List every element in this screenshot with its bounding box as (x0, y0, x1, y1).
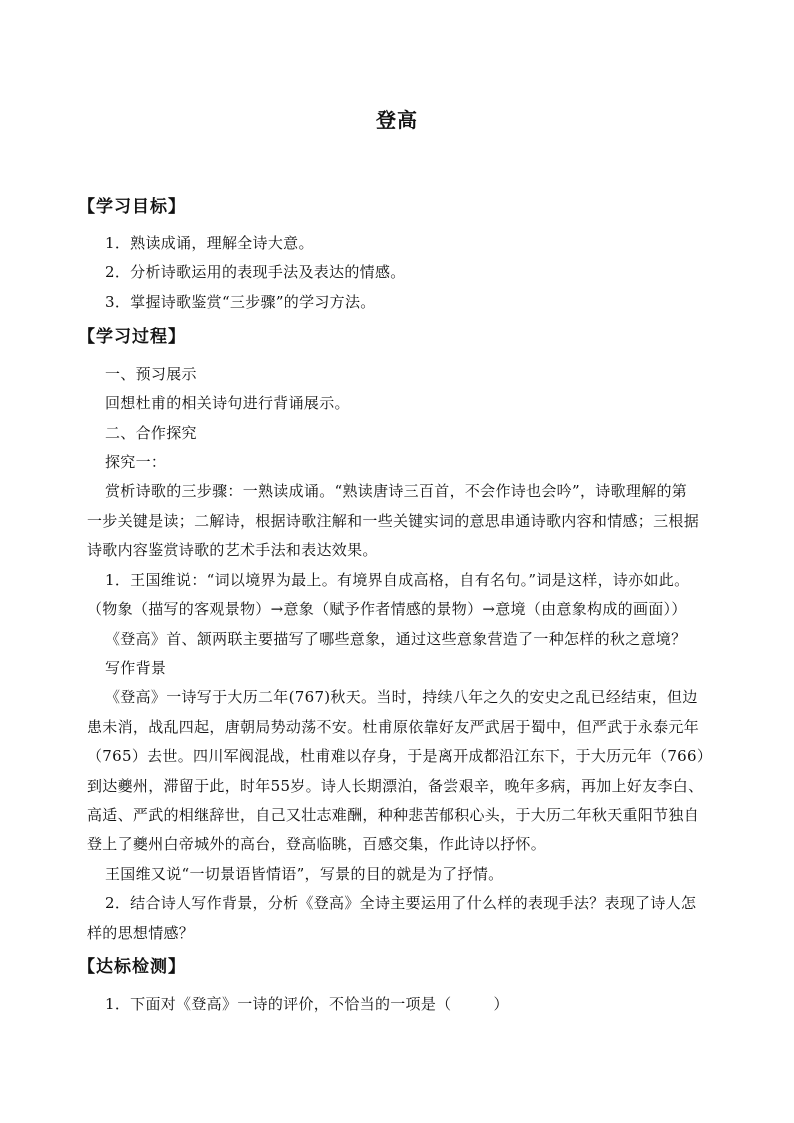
goal-item: 2．分析诗歌运用的表现手法及表达的情感。 (105, 263, 406, 281)
preview-heading: 一、预习展示 (105, 365, 197, 383)
steps-paragraph-line: 赏析诗歌的三步骤：一熟读成诵。“熟读唐诗三百首，不会作诗也会吟”，诗歌理解的第 (105, 482, 688, 500)
background-heading: 写作背景 (105, 659, 167, 677)
coop-heading: 二、合作探究 (105, 424, 197, 442)
background-paragraph-line: 患未消，战乱四起，唐朝局势动荡不安。杜甫原依靠好友严武居于蜀中，但严武于永泰元年 (87, 718, 700, 736)
background-paragraph-line: 高适、严武的相继辞世，自己又壮志难酬，种种悲苦郁积心头，于大历二年秋天重阳节独自 (87, 806, 700, 824)
section-heading-goals: 【学习目标】 (78, 197, 186, 217)
test-question-1-close: ） (493, 995, 509, 1013)
goal-item: 3．掌握诗歌鉴赏“三步骤”的学习方法。 (105, 293, 376, 311)
steps-paragraph-line: 一步关键是读；二解诗，根据诗歌注解和一些关键实词的意思串通诗歌内容和情感；三根据 (87, 512, 700, 530)
question-2-line: 样的思想情感？ (87, 924, 195, 942)
question-1-line: 1．王国维说：“词以境界为最上。有境界自成高格，自有名句。”词是这样，诗亦如此。 (105, 571, 690, 589)
background-paragraph-line: 到达夔州，滞留于此，时年55岁。诗人长期漂泊，备尝艰辛，晚年多病，再加上好友李白、 (87, 777, 704, 795)
section-heading-test: 【达标检测】 (78, 957, 186, 977)
steps-paragraph-line: 诗歌内容鉴赏诗歌的艺术手法和表达效果。 (87, 541, 378, 559)
wang-quote: 王国维又说“一切景语皆情语”，写景的目的就是为了抒情。 (105, 865, 504, 883)
preview-text: 回想杜甫的相关诗句进行背诵展示。 (105, 394, 350, 412)
background-paragraph-line: 《登高》一诗写于大历二年(767)秋天。当时，持续八年之久的安史之乱已经结束，但边 (105, 688, 698, 706)
test-question-1 (105, 994, 509, 1014)
question-1-subquestion: 《登高》首、颔两联主要描写了哪些意象，通过这些意象营造了一种怎样的秋之意境？ (105, 630, 687, 648)
background-paragraph-line: （765）去世。四川军阀混战，杜甫难以存身，于是离开成都沿江东下，于大历元年（766） (87, 747, 713, 765)
background-paragraph-line: 登上了夔州白帝城外的高台，登高临眺，百感交集，作此诗以抒怀。 (87, 835, 547, 853)
test-question-1-text: 1．下面对《登高》一诗的评价，不恰当的一项是（ (105, 995, 452, 1013)
goal-item: 1．熟读成诵，理解全诗大意。 (105, 234, 314, 252)
question-2-line: 2．结合诗人写作背景，分析《登高》全诗主要运用了什么样的表现手法？表现了诗人怎 (105, 894, 697, 912)
section-heading-process: 【学习过程】 (78, 327, 186, 347)
explore-heading: 探究一： (105, 453, 167, 471)
question-1-line: （物象（描写的客观景物）→意象（赋予作者情感的景物）→意境（由意象构成的画面）） (87, 600, 687, 618)
page-title: 登高 (376, 108, 418, 132)
